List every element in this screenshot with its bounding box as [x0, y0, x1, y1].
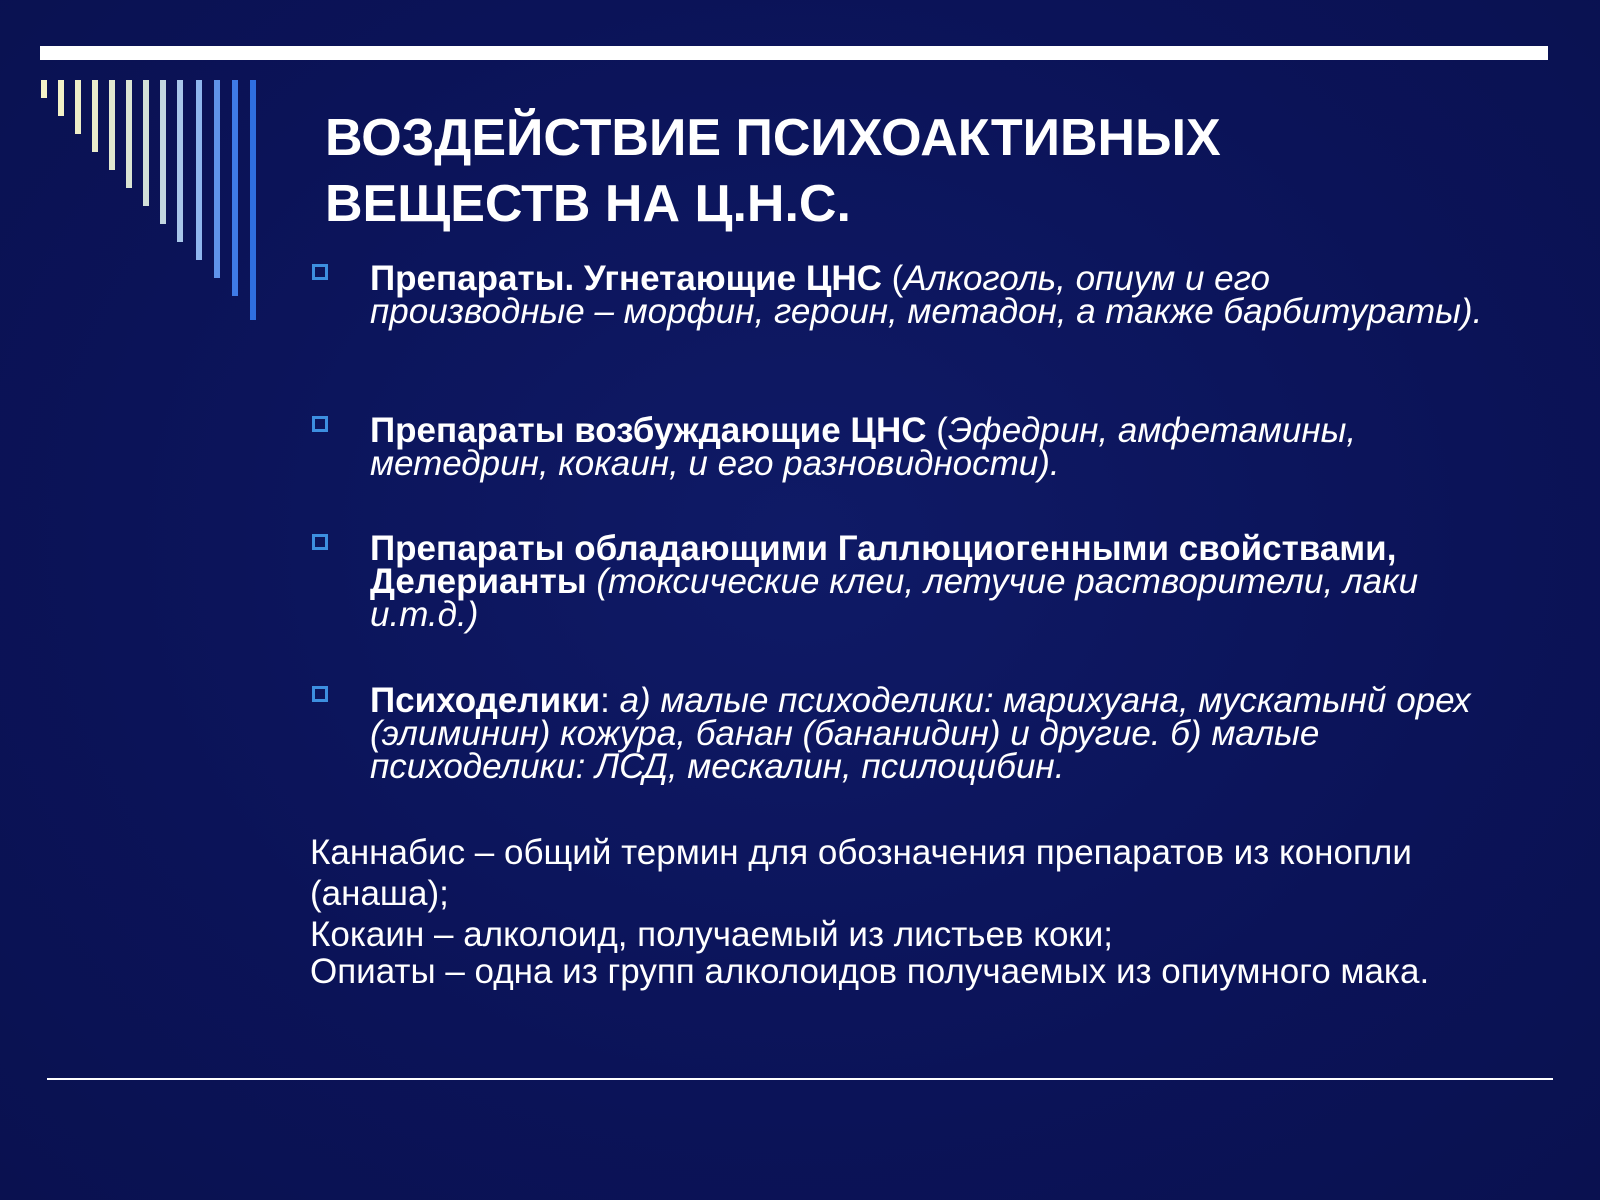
note-opiates: Опиаты – одна из групп алколоидов получаемых из опиумного мака.	[310, 952, 1430, 991]
bullet-plain: (	[926, 411, 948, 450]
bottom-divider	[47, 1078, 1553, 1080]
stripe	[214, 80, 220, 278]
hollow-square-icon	[312, 534, 328, 550]
hollow-square-icon	[312, 416, 328, 432]
bullet-item	[312, 259, 1492, 331]
bullet-italic: (токсические клеи, летучие растворители, лаки и.т.д.)	[370, 562, 1419, 634]
bullet-italic: Алкоголь, опиум и его производные – морфин, героин, метадон, а также барбитураты).	[370, 259, 1483, 331]
note-cannabis: Каннабис – общий термин для обозначения препаратов из конопли (анаша);	[310, 833, 1412, 913]
bullet-plain: :	[600, 681, 620, 720]
stripe	[126, 80, 132, 188]
note-cocaine: Кокаин – алколоид, получаемый из листьев коки;	[310, 915, 1114, 954]
stripes-decoration	[0, 0, 280, 340]
bullet-plain	[587, 562, 597, 601]
bullet-italic: а) малые психоделики: марихуана, мускатынй орех (элиминин) кожура, банан (бананидин) и другие. б) малые психоделики: ЛСД, мескалин, псилоцибин.	[370, 681, 1471, 786]
stripe	[160, 80, 166, 224]
stripe	[250, 80, 256, 320]
bullet-bold: Препараты. Угнетающие ЦНС	[370, 259, 882, 298]
stripe	[196, 80, 202, 260]
bullet-bold: Препараты возбуждающие ЦНС	[370, 411, 927, 450]
stripe	[92, 80, 98, 152]
bullet-item	[312, 411, 1492, 483]
bullet-bold: Психоделики	[370, 681, 601, 720]
stripe	[58, 80, 64, 116]
stripe	[41, 80, 47, 98]
bullet-italic: Эфедрин, амфетамины, метедрин, кокаин, и его разновидности).	[370, 411, 1357, 483]
stripe	[75, 80, 81, 134]
bullet-item	[312, 681, 1492, 786]
stripe	[177, 80, 183, 242]
notes-block	[310, 832, 1560, 991]
hollow-square-icon	[312, 686, 328, 702]
stripe	[143, 80, 149, 206]
stripe	[109, 80, 115, 170]
bullet-item	[312, 529, 1492, 634]
title-line-2: ВЕЩЕСТВ НА Ц.Н.С.	[325, 175, 851, 233]
title-line-1: ВОЗДЕЙСТВИЕ ПСИХОАКТИВНЫХ	[325, 109, 1221, 167]
slide-title	[325, 105, 1525, 237]
hollow-square-icon	[312, 264, 328, 280]
stripe	[232, 80, 238, 296]
bullet-bold: Препараты обладающими Галлюциогенными свойствами, Делерианты	[370, 529, 1397, 601]
bullet-plain: (	[881, 259, 904, 298]
